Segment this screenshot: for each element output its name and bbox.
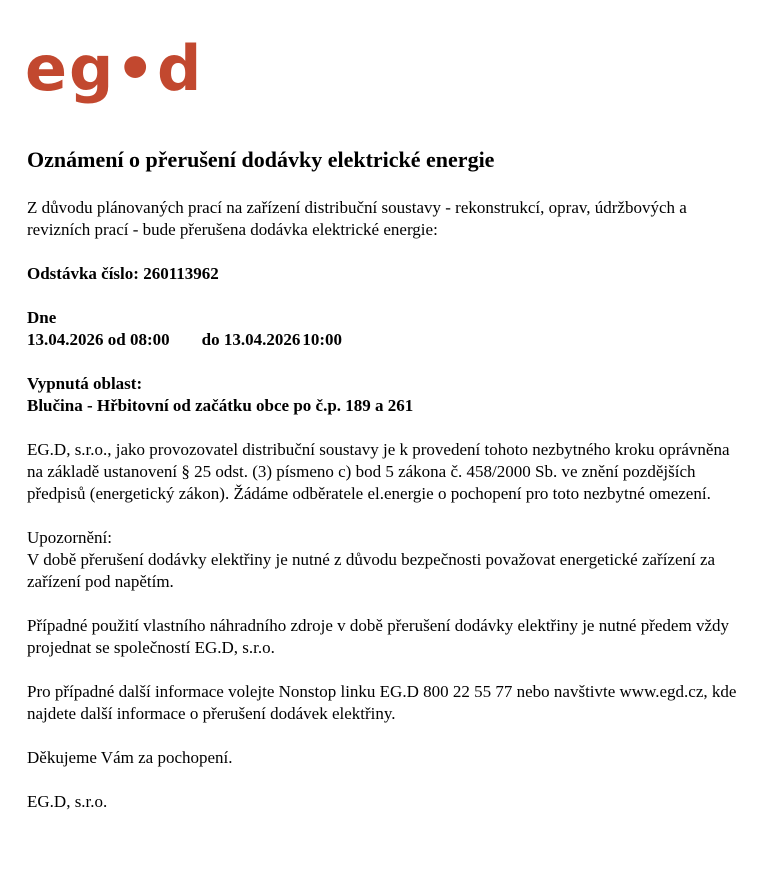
signature-line: EG.D, s.r.o. (27, 792, 108, 811)
intro-paragraph: Z důvodu plánovaných prací na zařízení distribuční soustavy - rekonstrukcí, oprav, údržbových a revizních prací - bude přerušena dodávka elektrické energie: (27, 198, 687, 239)
area-label: Vypnutá oblast: (27, 374, 143, 393)
legal-paragraph: EG.D, s.r.o., jako provozovatel distribuční soustavy je k provedení tohoto nezbytného kroku oprávněna na základě ustanovení § 25 odst. (3) písmeno c) bod 5 zákona č. 458/2000 Sb. ve znění pozdějších předpisů (energetický zákon). Žádáme odběratele el.energie o pochopení pro toto nezbytné omezení. (27, 440, 730, 503)
thanks-line: Děkujeme Vám za pochopení. (27, 748, 233, 767)
outage-number-value: 260113962 (143, 264, 219, 283)
backup-source-paragraph: Případné použití vlastního náhradního zdroje v době přerušení dodávky elektřiny je nutné předem vždy projednat se společností EG.D, s.r.o. (27, 616, 729, 657)
date-from: 13.04.2026 od 08:00 (27, 330, 170, 349)
outage-date-block (27, 307, 737, 351)
warning-label: Upozornění: (27, 528, 112, 547)
area-value: Blučina - Hřbitovní od začátku obce po č.p. 189 a 261 (27, 396, 414, 415)
warning-text: V době přerušení dodávky elektřiny je nutné z důvodu bezpečnosti považovat energetické zařízení za zařízení pod napětím. (27, 550, 716, 591)
more-info-paragraph: Pro případné další informace volejte Nonstop linku EG.D 800 22 55 77 nebo navštivte www.egd.cz, kde najdete další informace o přerušení dodávek elektřiny. (27, 682, 737, 723)
warning-block (27, 527, 737, 593)
page-title: Oznámení o přerušení dodávky elektrické energie (27, 147, 495, 172)
time-to: 10:00 (302, 330, 343, 349)
outage-number-label: Odstávka číslo: (27, 264, 139, 283)
outage-number-line (27, 263, 737, 285)
affected-area-block (27, 373, 737, 417)
egd-logo: eg•d (25, 32, 204, 105)
date-label: Dne (27, 308, 57, 327)
date-to: do 13.04.2026 (201, 330, 301, 349)
